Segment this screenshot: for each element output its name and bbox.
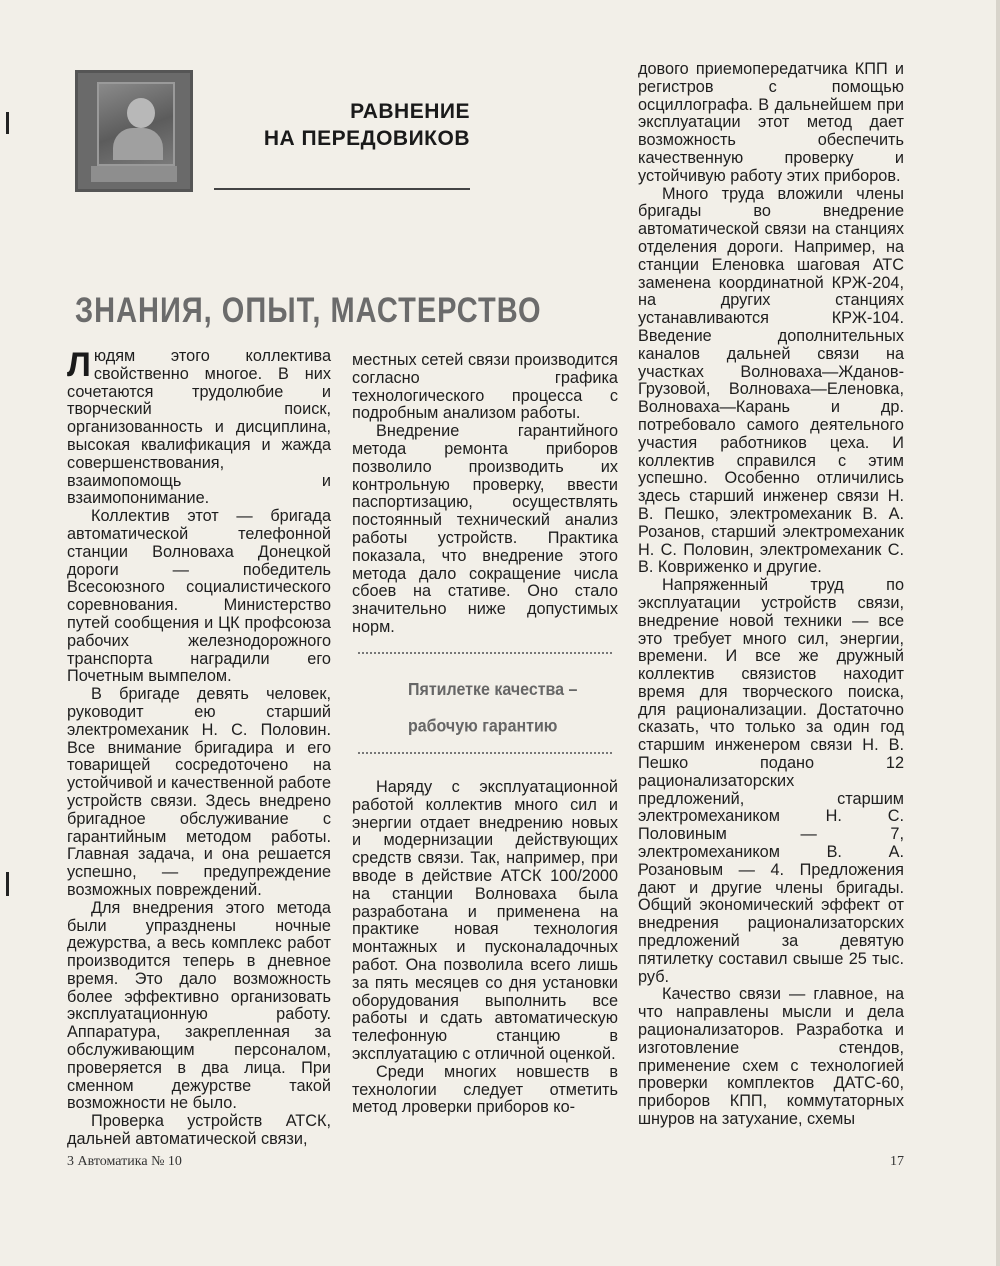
column-2-lower bbox=[352, 779, 618, 1117]
paragraph: Среди многих новшеств в технологии следует отметить метод лроверки приборов ко- bbox=[352, 1062, 618, 1117]
page-number: 17 bbox=[890, 1154, 904, 1169]
column-3 bbox=[638, 61, 904, 1129]
paragraph: Много труда вложили члены бригады во внедрение автоматической связи на станциях отделения дороги. Например, на станции Еленовка шаговая АТС заменена координатной КРЖ-204, на других станциях устанавливаются КРЖ-104. Введение дополнительных каналов дальней связи на участках Волноваха—Жданов-Грузовой, Волноваха—Еленовка, Волноваха—Карань и др. потребовало самого деятельного участия работников цеха. И коллектив справился с этим успешно. Особенно отличились здесь старший инженер связи Н. В. Пешко, электромеханик В. А. Розанов, старший электромеханик Н. С. Половин, электромеханик С. В. Ковриженко и другие. bbox=[638, 184, 904, 577]
paragraph: Коллектив этот — бригада автоматической телефонной станции Волноваха Донецкой дороги — победитель Всесоюзного социалистического соревнования. Министерство путей сообщения и ЦК профсоюза рабочих железнодорожного транспорта наградили его Почетным вымпелом. bbox=[67, 507, 331, 686]
scan-edge bbox=[996, 0, 1000, 1266]
paragraph: Качество связи — главное, на что направлены мысли и дела рационализаторов. Разработка и изготовление стендов, применение схем с технологией проверки комплектов ДАТС-60, приборов КПП, коммутаторных шнуров на затухание, схемы bbox=[638, 985, 904, 1129]
paragraph: Для внедрения этого метода были упразднены ночные дежурства, а весь комплекс работ производится теперь в дневное время. Это дало возможность более эффективно организовать эксплуатационную работу. Аппаратура, закрепленная за обслуживающим персоналом, проверяется в два лица. При сменном дежурстве такой возможности не было. bbox=[67, 898, 331, 1113]
section-title bbox=[230, 98, 470, 152]
column-2 bbox=[352, 352, 618, 637]
article-headline: ЗНАНИЯ, ОПЫТ, МАСТЕРСТВО bbox=[75, 292, 542, 331]
scan-mark-bottom bbox=[6, 872, 9, 896]
subhead-rule-bottom bbox=[358, 752, 612, 755]
paragraph: Внедрение гарантийного метода ремонта приборов позволило производить их контрольную проверку, ввести паспортизацию, осуществлять постоянный технический анализ работы устройств. Практика показала, что внедрение этого метода дало сокращение числа сбоев на стативе. Оно стало значительно ниже допустимых норм. bbox=[352, 422, 618, 636]
lenin-emblem-image bbox=[75, 70, 193, 192]
paragraph: Напряженный труд по эксплуатации устройств связи, внедрение новой техники — все это требует много сил, энергии, времени. И все же дружный коллектив связистов находит время для творческого поиска, для рационализации. Достаточно сказать, что только за один год старшим инженером связи Н. В. Пешко подано 12 рационализаторских предложений, старшим электромехаником Н. С. Половиным — 7, электромехаником В. А. Розановым — 4. Предложения дают и другие члены бригады. Общий экономический эффект от внедрения рационализаторских предложений за девятую пятилетку составил свыше 25 тыс. руб. bbox=[638, 576, 904, 986]
scan-mark-top bbox=[6, 112, 9, 134]
paragraph: Людям этого коллектива свойственно многое. В них сочетаются трудолюбие и творческий поиск, организованность и дисциплина, высокая квалификация и жажда совершенствования, взаимопомощь и взаимопонимание. bbox=[67, 346, 331, 508]
column-1 bbox=[67, 348, 331, 1149]
section-title-line1: РАВНЕНИЕ bbox=[350, 100, 470, 123]
paragraph: В бригаде девять человек, руководит ею старший электромеханик Н. С. Половин. Все внимание бригадира и его товарищей сосредоточено на устойчивой и качественной работе устройств связи. Здесь внедрено бригадное обслуживание с гарантийным методом работы. Главная задача, и она решается успешно, — предупреждение возможных повреждений. bbox=[67, 685, 331, 899]
paragraph: местных сетей связи производится согласно графика технологического процесса с подробным анализом работы. bbox=[352, 351, 618, 423]
paragraph: Проверка устройств АТСК, дальней автоматической связи, bbox=[67, 1112, 331, 1149]
paragraph: дового приемопередатчика КПП и регистров с помощью осциллографа. В дальнейшем при эксплуатации этот метод дает возможность обеспечить качественную проверку и устойчивую работу этих приборов. bbox=[638, 60, 904, 185]
subheading bbox=[408, 672, 588, 745]
paragraph: Наряду с эксплуатационной работой коллектив много сил и энергии отдает внедрению новых и модернизации действующих средств связи. Так, например, при вводе в действие АТСК 100/2000 на станции Волноваха была разработана и применена на практике новая технология монтажных и пусконаладочных работ. Она позволила всего лишь за пять месяцев со дня установки оборудования выполнить все работы и сдать автоматическую телефонную станцию в эксплуатацию с отличной оценкой. bbox=[352, 778, 618, 1063]
footer-issue: 3 Автоматика № 10 bbox=[67, 1154, 182, 1169]
subheading-line1: Пятилетке качества – bbox=[408, 680, 578, 700]
subhead-rule-top bbox=[358, 652, 612, 655]
emblem-banner bbox=[91, 166, 177, 182]
section-title-rule bbox=[214, 188, 470, 190]
portrait-image bbox=[97, 82, 175, 166]
subheading-line2: рабочую гарантию bbox=[408, 717, 558, 736]
section-title-line2: НА ПЕРЕДОВИКОВ bbox=[263, 127, 470, 150]
drop-cap: Л bbox=[67, 346, 91, 384]
